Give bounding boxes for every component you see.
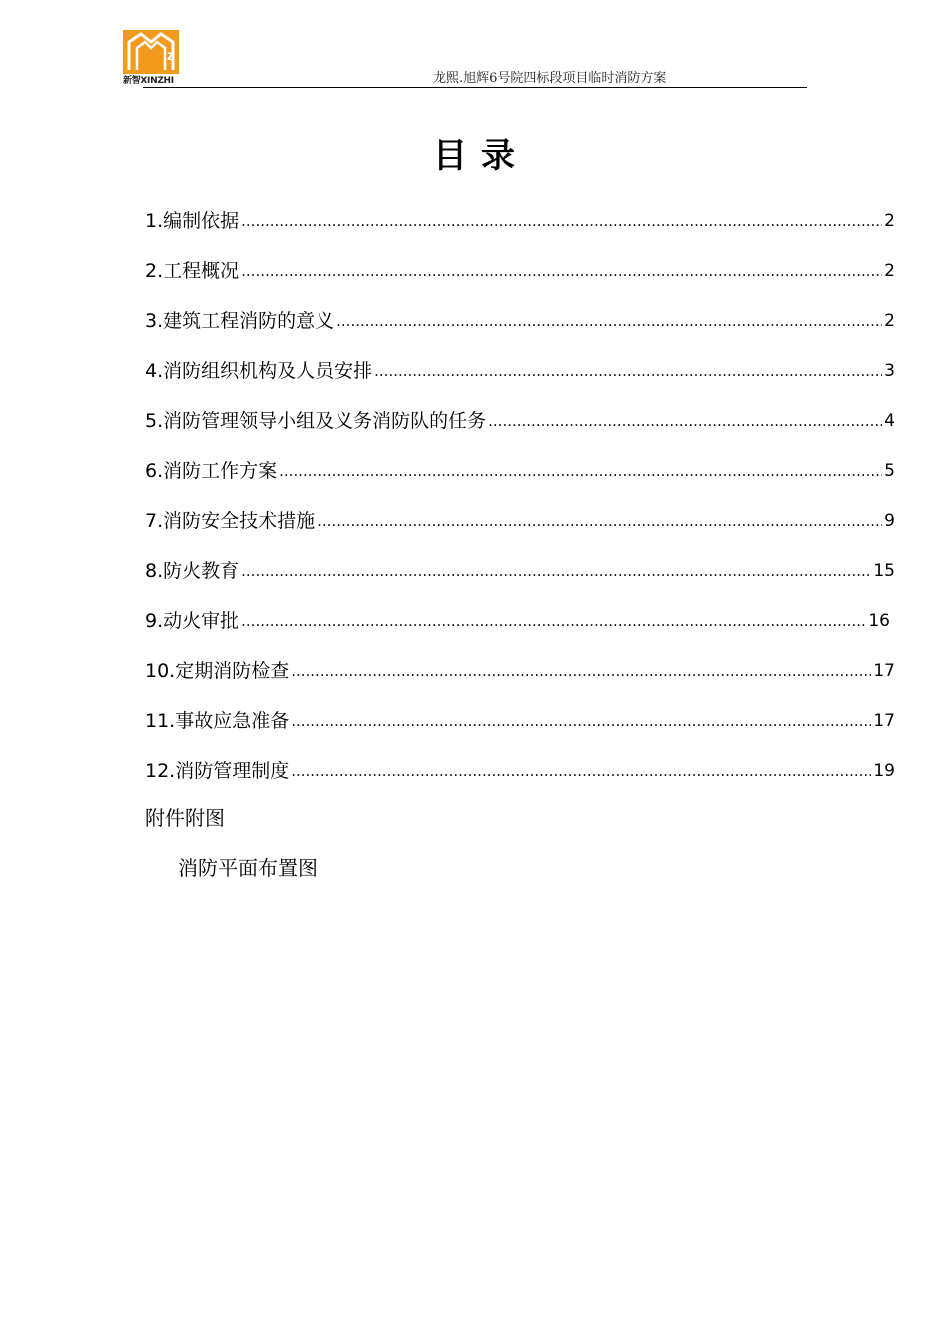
toc-entry-label: 4.消防组织机构及人员安排 [145,360,373,382]
toc-entry-label: 6.消防工作方案 [145,460,278,482]
toc-entry-label: 3.建筑工程消防的意义 [145,310,335,332]
toc-entry-page: 17 [873,711,895,731]
logo-mark [123,30,179,74]
toc-dot-leader [241,596,866,646]
toc-dot-leader [241,196,882,246]
toc-dot-leader [241,546,871,596]
toc-entry-label: 5.消防管理领导小组及义务消防队的任务 [145,410,487,432]
toc-entry-label: 2.工程概况 [145,260,240,282]
toc-dot-leader [374,346,882,396]
toc-dot-leader [241,246,882,296]
toc-dot-leader [336,296,882,346]
toc-entry-page: 2 [884,261,895,281]
toc-entry-page: 17 [873,661,895,681]
toc-entry[interactable] [145,496,895,546]
header-divider [143,87,807,88]
toc-dot-leader [488,396,882,446]
toc-entry[interactable] [145,296,895,346]
table-of-contents [145,196,895,796]
toc-entry[interactable] [145,396,895,446]
toc-entry[interactable] [145,646,895,696]
toc-entry-label: 7.消防安全技术措施 [145,510,316,532]
toc-entry[interactable] [145,246,895,296]
toc-entry-page: 3 [884,361,895,381]
toc-entry[interactable] [145,596,890,646]
toc-dot-leader [291,646,871,696]
toc-entry-label: 8.防火教育 [145,560,240,582]
appendix-heading: 附件附图 [145,806,225,830]
toc-dot-leader [291,696,871,746]
toc-entry-label: 12.消防管理制度 [145,760,290,782]
toc-dot-leader [317,496,882,546]
toc-dot-leader [291,746,871,796]
toc-entry[interactable] [145,196,895,246]
toc-entry-page: 15 [873,561,895,581]
toc-entry-page: 5 [884,461,895,481]
toc-entry-page: 2 [884,211,895,231]
toc-entry[interactable] [145,546,895,596]
toc-entry-page: 19 [873,761,895,781]
toc-entry-page: 2 [884,311,895,331]
toc-entry-page: 9 [884,511,895,531]
header-title: 龙熙.旭辉6号院四标段项目临时消防方案 [433,71,667,86]
toc-entry[interactable] [145,346,895,396]
toc-entry[interactable] [145,446,895,496]
toc-entry-page: 4 [884,411,895,431]
page-title: 目录 [433,136,529,176]
company-logo [123,30,179,86]
toc-entry-label: 9.动火审批 [145,610,240,632]
toc-entry-label: 11.事故应急准备 [145,710,290,732]
logo-text: 新智XINZHI [123,76,174,86]
appendix-item[interactable]: 消防平面布置图 [178,856,318,880]
toc-entry[interactable] [145,746,895,796]
toc-entry-label: 1.编制依据 [145,210,240,232]
svg-text:z: z [167,47,174,63]
toc-dot-leader [279,446,882,496]
toc-entry-label: 10.定期消防检查 [145,660,290,682]
toc-entry-page: 16 [868,611,890,631]
toc-entry[interactable] [145,696,895,746]
